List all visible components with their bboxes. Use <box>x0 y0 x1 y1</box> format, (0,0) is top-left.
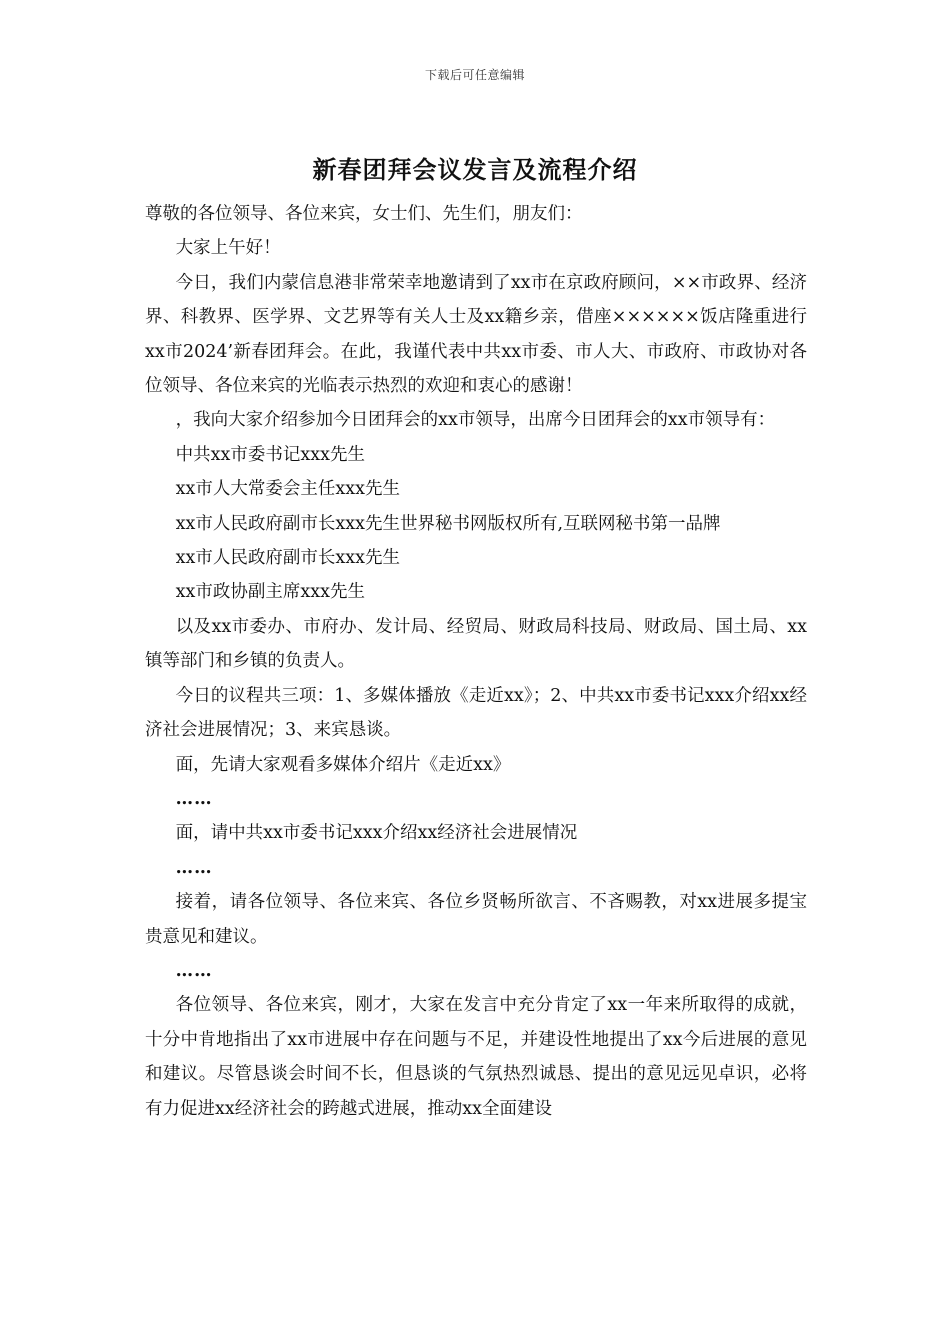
body-paragraph: 以及xx市委办、市府办、发计局、经贸局、财政局科技局、财政局、国土局、xx镇等部门和乡镇的负责人。 <box>145 616 807 672</box>
body-paragraph: ，我向大家介绍参加今日团拜会的xx市领导，出席今日团拜会的xx市领导有： <box>175 410 776 431</box>
body-paragraph: 面，先请大家观看多媒体介绍片《走近xx》 <box>175 754 511 775</box>
leader-list-item: xx市人大常委会主任xxx先生 <box>175 479 400 500</box>
ellipsis-line: …… <box>175 960 213 981</box>
ellipsis-line: …… <box>175 788 213 809</box>
body-paragraph: 各位领导、各位来宾，刚才，大家在发言中充分肯定了xx一年来所取得的成就，十分中肯地指出了xx市进展中存在问题与不足，并建设性地提出了xx今后进展的意见和建议。尽管恳谈会时间不长，但恳谈的气氛热烈诚恳、提出的意见远见卓识，必将有力促进xx经济社会的跨越式进展，推动xx全面建设 <box>145 995 807 1119</box>
salutation-paragraph: 尊敬的各位领导、各位来宾，女士们、先生们，朋友们： <box>145 204 583 224</box>
body-paragraph: 今日，我们内蒙信息港非常荣幸地邀请到了xx市在京政府顾问，××市政界、经济界、科教界、医学界、文艺界等有关人士及xx籍乡亲，借座××××××饭店隆重进行xx市2024’新春团拜会。在此，我谨代表中共xx市委、市人大、市政府、市政协对各位领导、各位来宾的光临表示热烈的欢迎和衷心的感谢！ <box>145 272 807 397</box>
ellipsis-line: …… <box>175 857 213 878</box>
greeting-paragraph: 大家上午好！ <box>175 238 281 259</box>
leader-list-item: 中共xx市委书记xxx先生 <box>175 444 365 465</box>
leader-list-item: xx市人民政府副市长xxx先生 <box>175 548 400 569</box>
header-note: 下载后可任意编辑 <box>424 68 525 82</box>
leader-list-item: xx市人民政府副市长xxx先生世界秘书网版权所有,互联网秘书第一品牌 <box>175 513 721 534</box>
body-paragraph: 接着，请各位领导、各位来宾、各位乡贤畅所欲言、不吝赐教，对xx进展多提宝贵意见和建议。 <box>145 892 807 947</box>
leader-list-item: xx市政协副主席xxx先生 <box>175 582 365 603</box>
document-title: 新春团拜会议发言及流程介绍 <box>312 155 638 184</box>
document-body <box>145 197 807 1126</box>
agenda-paragraph: 今日的议程共三项：1、多媒体播放《走近xx》；2、中共xx市委书记xxx介绍xx经济社会进展情况；3、来宾恳谈。 <box>145 685 807 741</box>
body-paragraph: 面，请中共xx市委书记xxx介绍xx经济社会进展情况 <box>175 823 578 844</box>
